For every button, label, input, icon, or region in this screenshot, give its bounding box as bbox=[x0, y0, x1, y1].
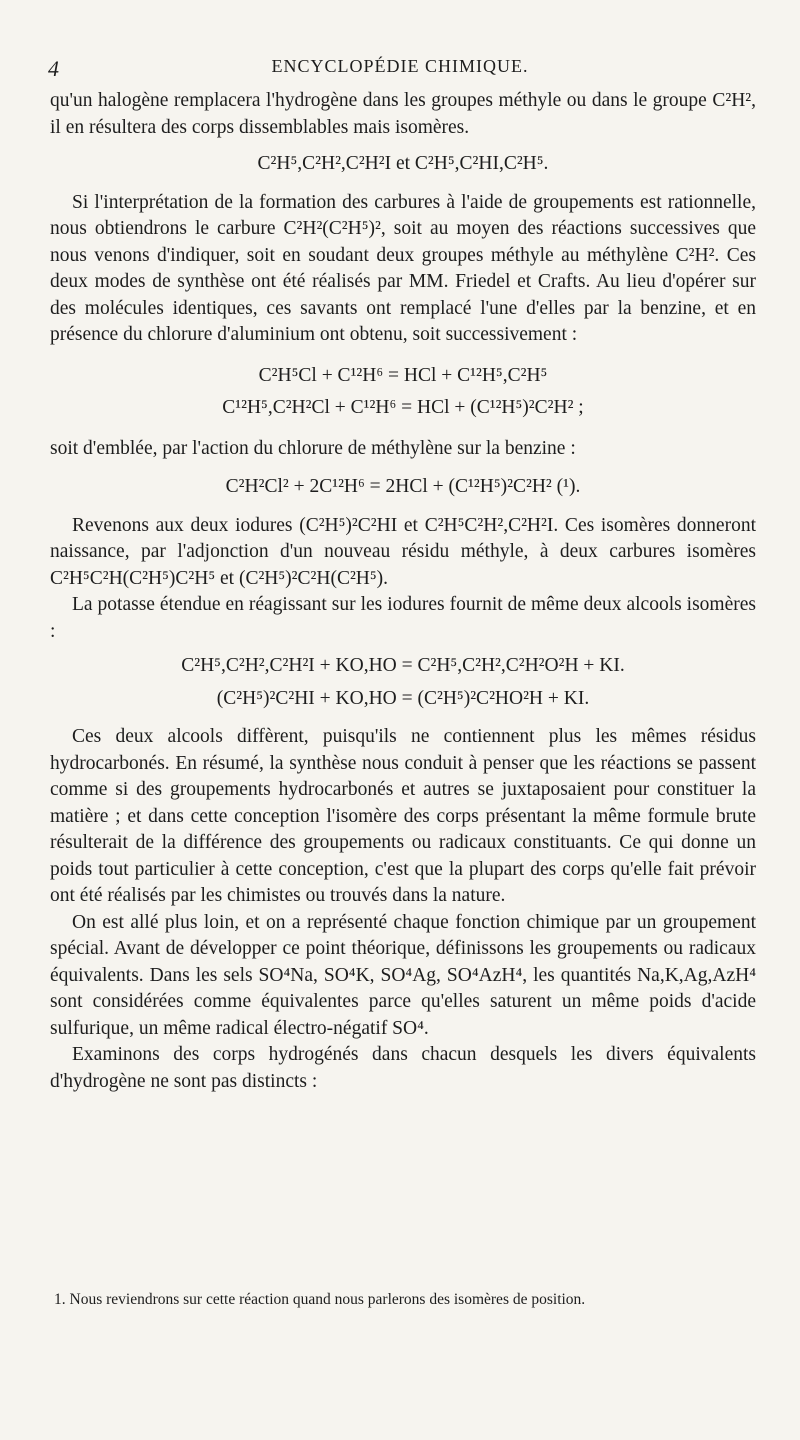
footnote: 1. Nous reviendrons sur cette réaction quand nous parlerons des isomères de position. bbox=[54, 1291, 586, 1308]
body-text bbox=[50, 88, 756, 1095]
paragraph-3: soit d'emblée, par l'action du chlorure de méthylène sur la benzine : bbox=[50, 437, 576, 459]
formula-2: C²H⁵Cl + C¹²H⁶ = HCl + C¹²H⁵,C²H⁵ bbox=[258, 364, 548, 386]
page-number: 4 bbox=[48, 56, 59, 81]
page-header bbox=[48, 56, 752, 82]
running-title: ENCYCLOPÉDIE CHIMIQUE. bbox=[271, 56, 529, 76]
formula-5: C²H⁵,C²H²,C²H²I + KO,HO = C²H⁵,C²H²,C²H²O²H + KI. bbox=[181, 655, 625, 676]
formula-6: (C²H⁵)²C²HI + KO,HO = (C²H⁵)²C²HO²H + KI. bbox=[216, 687, 590, 709]
paragraph-1: qu'un halogène remplacera l'hydrogène dans les groupes méthyle ou dans le groupe C²H², il en résultera des corps dissemblables mais isomères. bbox=[50, 90, 756, 138]
formula-1: C²H⁵,C²H²,C²H²I et C²H⁵,C²HI,C²H⁵. bbox=[257, 153, 549, 174]
paragraph-8: Examinons des corps hydrogénés dans chacun desquels les divers équivalents d'hydrogène ne sont pas distincts : bbox=[50, 1044, 756, 1092]
paragraph-4: Revenons aux deux iodures (C²H⁵)²C²HI et C²H⁵C²H²,C²H²I. Ces isomères donneront naissance, par l'adjonction d'un nouveau résidu méthyle, à deux carbures isomères C²H⁵C²H(C²H⁵)C²H⁵ et (C²H⁵)²C²H(C²H⁵). bbox=[50, 514, 756, 589]
paragraph-5: La potasse étendue en réagissant sur les iodures fournit de même deux alcools isomères : bbox=[50, 594, 756, 642]
formula-4: C²H²Cl² + 2C¹²H⁶ = 2HCl + (C¹²H⁵)²C²H² (¹). bbox=[225, 476, 581, 497]
paragraph-2: Si l'interprétation de la formation des carbures à l'aide de groupements est rationnelle, nous obtiendrons le carbure C²H²(C²H⁵)², soit au moyen des réactions successives que nous venons d'indiquer, soit en soudant deux groupes méthyle au méthylène C²H². Ces deux modes de synthèse ont été réalisés par MM. Friedel et Crafts. Au lieu d'opérer sur des molécules identiques, ces savants ont remplacé l'une d'elles par la benzine, et en présence du chlorure d'aluminium ont obtenu, soit successivement : bbox=[50, 191, 756, 345]
formula-3: C¹²H⁵,C²H²Cl + C¹²H⁶ = HCl + (C¹²H⁵)²C²H² ; bbox=[222, 397, 584, 418]
paragraph-6: Ces deux alcools diffèrent, puisqu'ils ne contiennent plus les mêmes résidus hydrocarbonés. En résumé, la synthèse nous conduit à penser que les réactions se passent comme si des groupements hydrocarbonés et autres se juxtaposaient pour constituer la matière ; et dans cette conception l'isomère des corps présentant la même formule brute résulterait de la différence des groupements ou radicaux constituants. Ce qui donne un poids tout particulier à cette conception, c'est que la plupart des corps qu'elle fait prévoir ont été réalisés par les chimistes ou trouvés dans la nature. bbox=[50, 726, 756, 906]
paragraph-7: On est allé plus loin, et on a représenté chaque fonction chimique par un groupement spécial. Avant de développer ce point théorique, définissons les groupements ou radicaux équivalents. Dans les sels SO⁴Na, SO⁴K, SO⁴Ag, SO⁴AzH⁴, les quantités Na,K,Ag,AzH⁴ sont considérées comme équivalentes parce qu'elles saturent un même poids d'acide sulfurique, un même radical électro-négatif SO⁴. bbox=[50, 911, 756, 1039]
